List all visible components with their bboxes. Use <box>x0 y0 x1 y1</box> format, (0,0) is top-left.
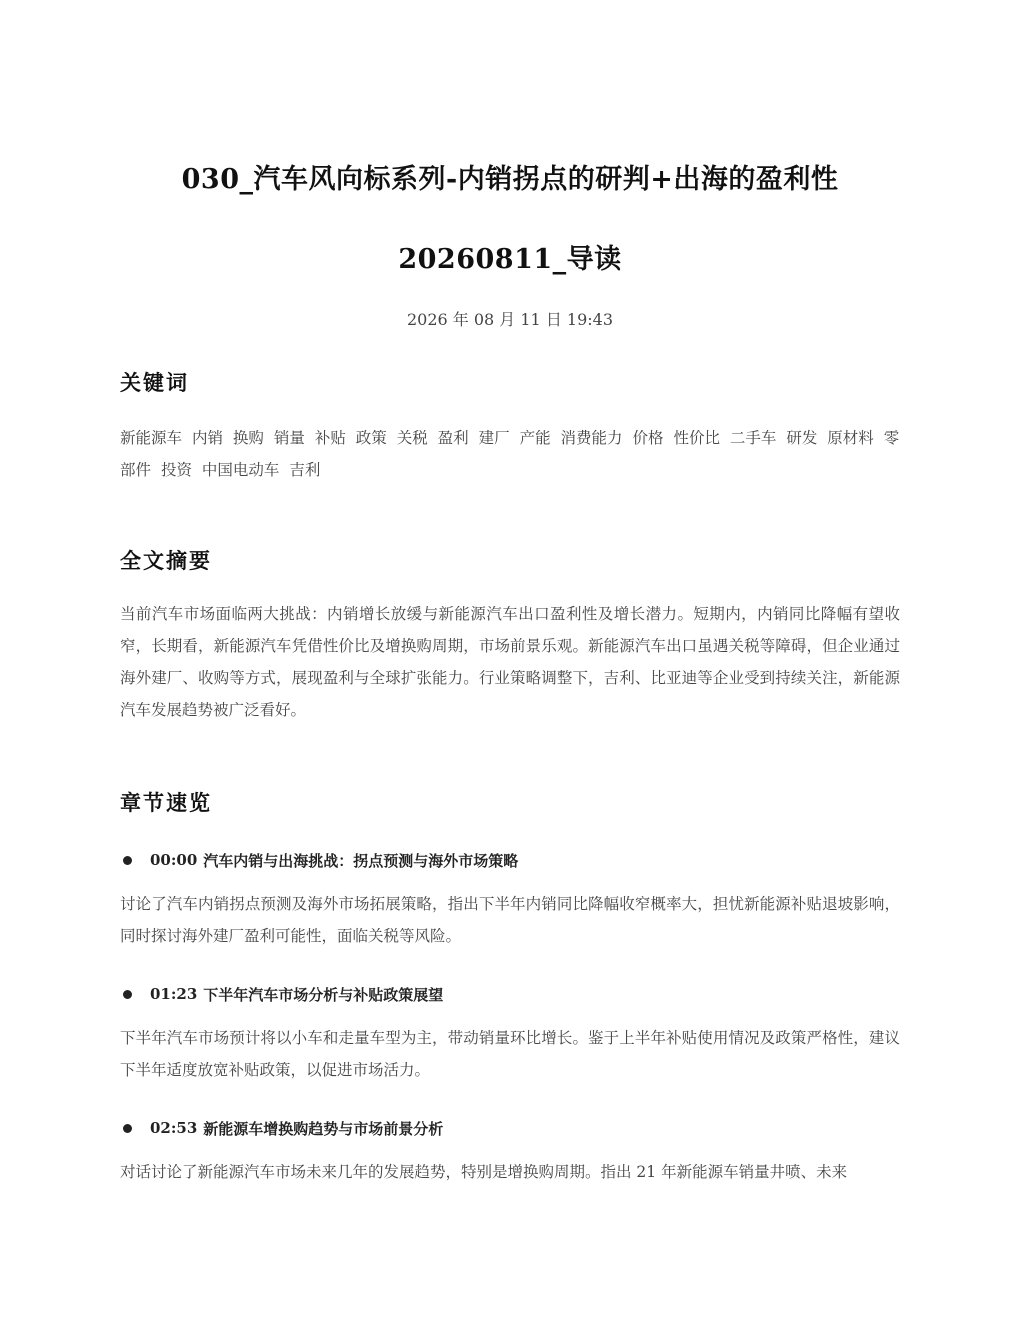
keyword: 换购 <box>232 429 264 447</box>
chapter-title: 下半年汽车市场分析与补贴政策展望 <box>203 985 444 1004</box>
keyword: 价格 <box>632 429 664 447</box>
keyword: 性价比 <box>673 429 720 447</box>
keyword: 研发 <box>786 429 818 447</box>
summary-text: 当前汽车市场面临两大挑战：内销增长放缓与新能源汽车出口盈利性及增长潜力。短期内，内销同比降幅有望收窄，长期看，新能源汽车凭借性价比及增换购周期，市场前景乐观。新能源汽车出口虽遇关税等障碍，但企业通过海外建厂、收购等方式，展现盈利与全球扩张能力。行业策略调整下，吉利、比亚迪等企业受到持续关注，新能源汽车发展趋势被广泛看好。 <box>120 605 900 719</box>
document-date: 2026 年 08 月 11 日 19:43 <box>406 310 614 329</box>
keyword: 中国电动车 <box>201 461 280 479</box>
chapter-body: 对话讨论了新能源汽车市场未来几年的发展趋势，特别是增换购周期。指出 21 年新能源车销量井喷、未来 <box>120 1163 848 1181</box>
keyword: 二手车 <box>729 429 777 447</box>
chapter-item <box>120 1116 900 1188</box>
title-line-1: 030_汽车风向标系列-内销拐点的研判+出海的盈利性 <box>181 164 839 195</box>
chapter-header <box>120 982 900 1006</box>
chapter-header <box>120 848 900 872</box>
keyword: 补贴 <box>314 429 346 447</box>
chapter-timestamp: 00:00 <box>150 851 198 869</box>
keywords-heading: 关键词 <box>120 370 189 395</box>
keyword: 关税 <box>396 429 428 447</box>
keyword: 零部件 <box>120 429 900 479</box>
chapters-heading: 章节速览 <box>120 790 212 815</box>
page-title <box>120 140 900 300</box>
keyword: 消费能力 <box>560 429 623 447</box>
chapter-body: 下半年汽车市场预计将以小车和走量车型为主，带动销量环比增长。鉴于上半年补贴使用情况及政策严格性，建议下半年适度放宽补贴政策，以促进市场活力。 <box>120 1029 900 1079</box>
keyword: 内销 <box>191 429 223 447</box>
document-page <box>120 140 900 1188</box>
bullet-icon <box>123 856 132 865</box>
keyword: 政策 <box>355 429 387 447</box>
bullet-icon <box>123 990 132 999</box>
chapter-item <box>120 982 900 1086</box>
summary-heading: 全文摘要 <box>120 548 212 573</box>
keyword: 销量 <box>273 429 305 447</box>
keyword: 吉利 <box>289 461 321 479</box>
keywords-list <box>120 422 900 486</box>
keyword: 新能源车 <box>120 429 183 447</box>
keyword: 盈利 <box>437 429 469 447</box>
title-line-2: 20260811_导读 <box>398 244 622 275</box>
chapter-body: 讨论了汽车内销拐点预测及海外市场拓展策略，指出下半年内销同比降幅收窄概率大，担忧新能源补贴退坡影响，同时探讨海外建厂盈利可能性，面临关税等风险。 <box>120 895 900 945</box>
chapter-header <box>120 1116 900 1140</box>
keyword: 投资 <box>160 461 192 479</box>
chapter-title: 新能源车增换购趋势与市场前景分析 <box>203 1119 444 1138</box>
chapter-item <box>120 848 900 952</box>
chapter-timestamp: 02:53 <box>150 1119 198 1137</box>
bullet-icon <box>123 1124 132 1133</box>
keyword: 原材料 <box>827 429 874 447</box>
keyword: 产能 <box>519 429 551 447</box>
keyword: 建厂 <box>478 429 510 447</box>
chapter-title: 汽车内销与出海挑战：拐点预测与海外市场策略 <box>203 851 519 870</box>
chapter-timestamp: 01:23 <box>150 985 198 1003</box>
